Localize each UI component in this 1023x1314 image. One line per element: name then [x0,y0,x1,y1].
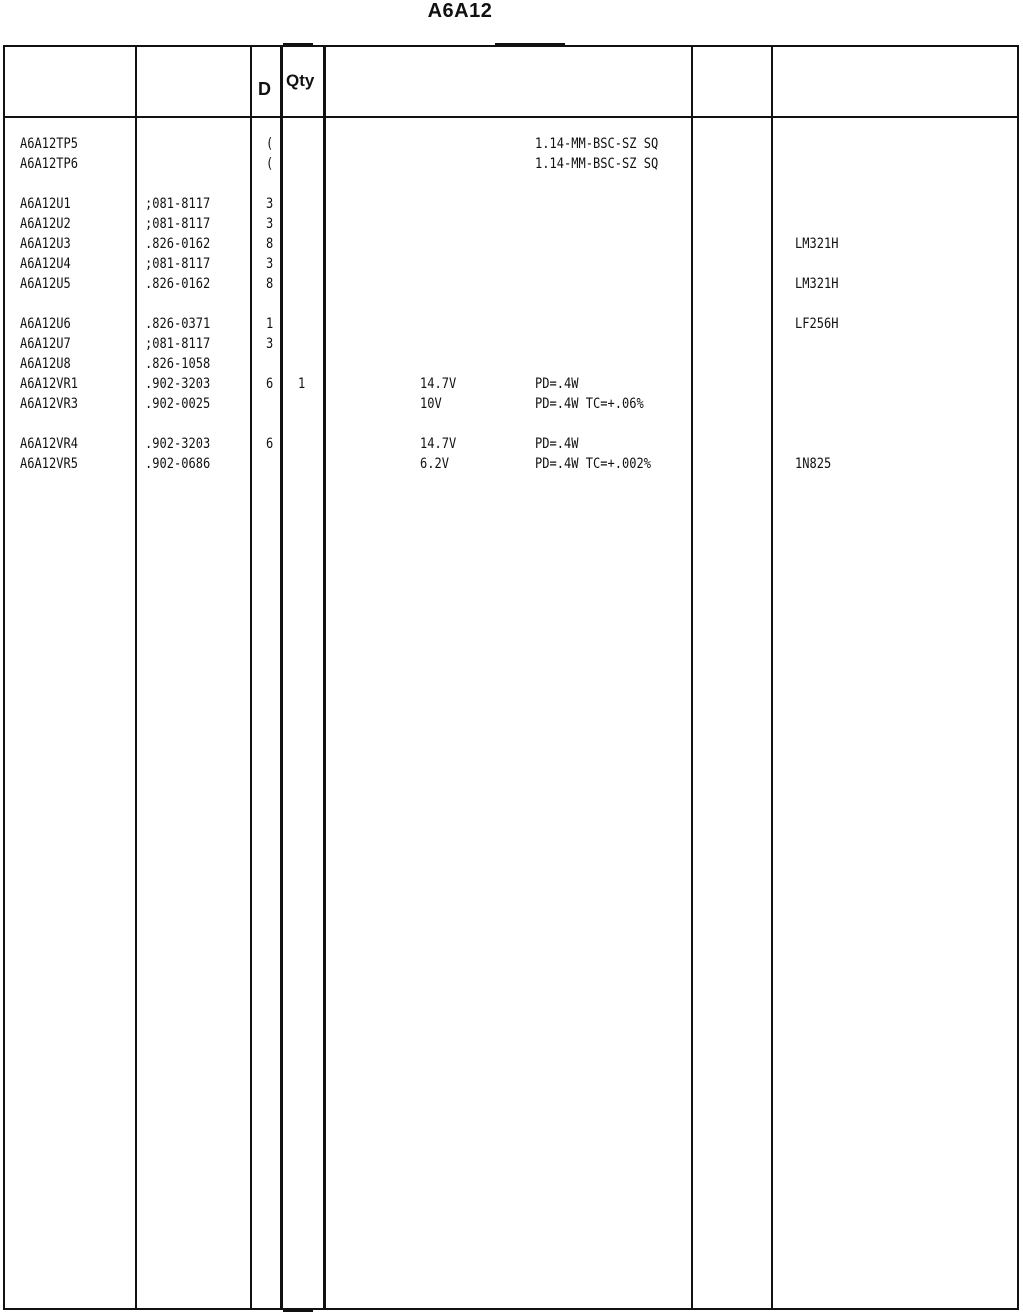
description-detail: PD=.4W [535,376,579,392]
ref-designator: A6A12VR3 [20,396,78,412]
mfr-part-number: 1N825 [795,456,832,472]
check-digit: 3 [266,256,274,272]
ref-designator: A6A12VR1 [20,376,78,392]
part-number: ;081-8117 [145,196,211,212]
check-digit: 8 [266,236,274,252]
ref-designator: A6A12TP6 [20,156,78,172]
check-digit: 3 [266,336,274,352]
description-detail: 1.14-MM-BSC-SZ SQ [535,156,659,172]
col-divider-5 [691,45,693,1310]
col-divider-3 [280,45,283,1310]
description-detail: 1.14-MM-BSC-SZ SQ [535,136,659,152]
part-number: .902-3203 [145,436,211,452]
part-number: .826-0371 [145,316,211,332]
col-divider-4 [323,45,326,1310]
part-number: .902-3203 [145,376,211,392]
part-number: .826-1058 [145,356,211,372]
check-digit: 8 [266,276,274,292]
part-number: ;081-8117 [145,256,211,272]
part-number: .826-0162 [145,236,211,252]
check-digit: 3 [266,196,274,212]
ref-designator: A6A12U6 [20,316,71,332]
part-number: ;081-8117 [145,216,211,232]
ref-designator: A6A12U7 [20,336,71,352]
ref-designator: A6A12U1 [20,196,71,212]
ref-designator: A6A12U3 [20,236,71,252]
check-digit: 3 [266,216,274,232]
part-number: .902-0025 [145,396,211,412]
ref-designator: A6A12U5 [20,276,71,292]
description-value: 10V [420,396,442,412]
part-number: ;081-8117 [145,336,211,352]
header-separator [3,116,1019,118]
quantity: 1 [298,376,306,392]
mfr-part-number: LM321H [795,236,839,252]
mfr-part-number: LF256H [795,316,839,332]
col-divider-6 [771,45,773,1310]
qty-top-mark [283,43,313,45]
ref-designator: A6A12VR4 [20,436,78,452]
check-digit: 6 [266,436,274,452]
description-detail: PD=.4W TC=+.002% [535,456,651,472]
ref-designator: A6A12U2 [20,216,71,232]
ref-designator: A6A12U4 [20,256,71,272]
col-divider-2 [250,45,252,1310]
part-number: .902-0686 [145,456,211,472]
description-value: 14.7V [420,376,457,392]
check-digit: 6 [266,376,274,392]
description-value: 14.7V [420,436,457,452]
description-detail: PD=.4W [535,436,579,452]
desc-top-mark [495,43,565,45]
mfr-part-number: LM321H [795,276,839,292]
part-number: .826-0162 [145,276,211,292]
check-digit: ( [266,136,274,152]
page-title: A6A12 [427,0,493,22]
check-digit: 1 [266,316,274,332]
ref-designator: A6A12VR5 [20,456,78,472]
col-divider-1 [135,45,137,1310]
qty-bottom-mark [283,1310,313,1312]
header-qty: Qty [286,71,315,90]
ref-designator: A6A12U8 [20,356,71,372]
check-digit: ( [266,156,274,172]
description-value: 6.2V [420,456,449,472]
ref-designator: A6A12TP5 [20,136,78,152]
header-d: D [258,79,271,99]
description-detail: PD=.4W TC=+.06% [535,396,644,412]
